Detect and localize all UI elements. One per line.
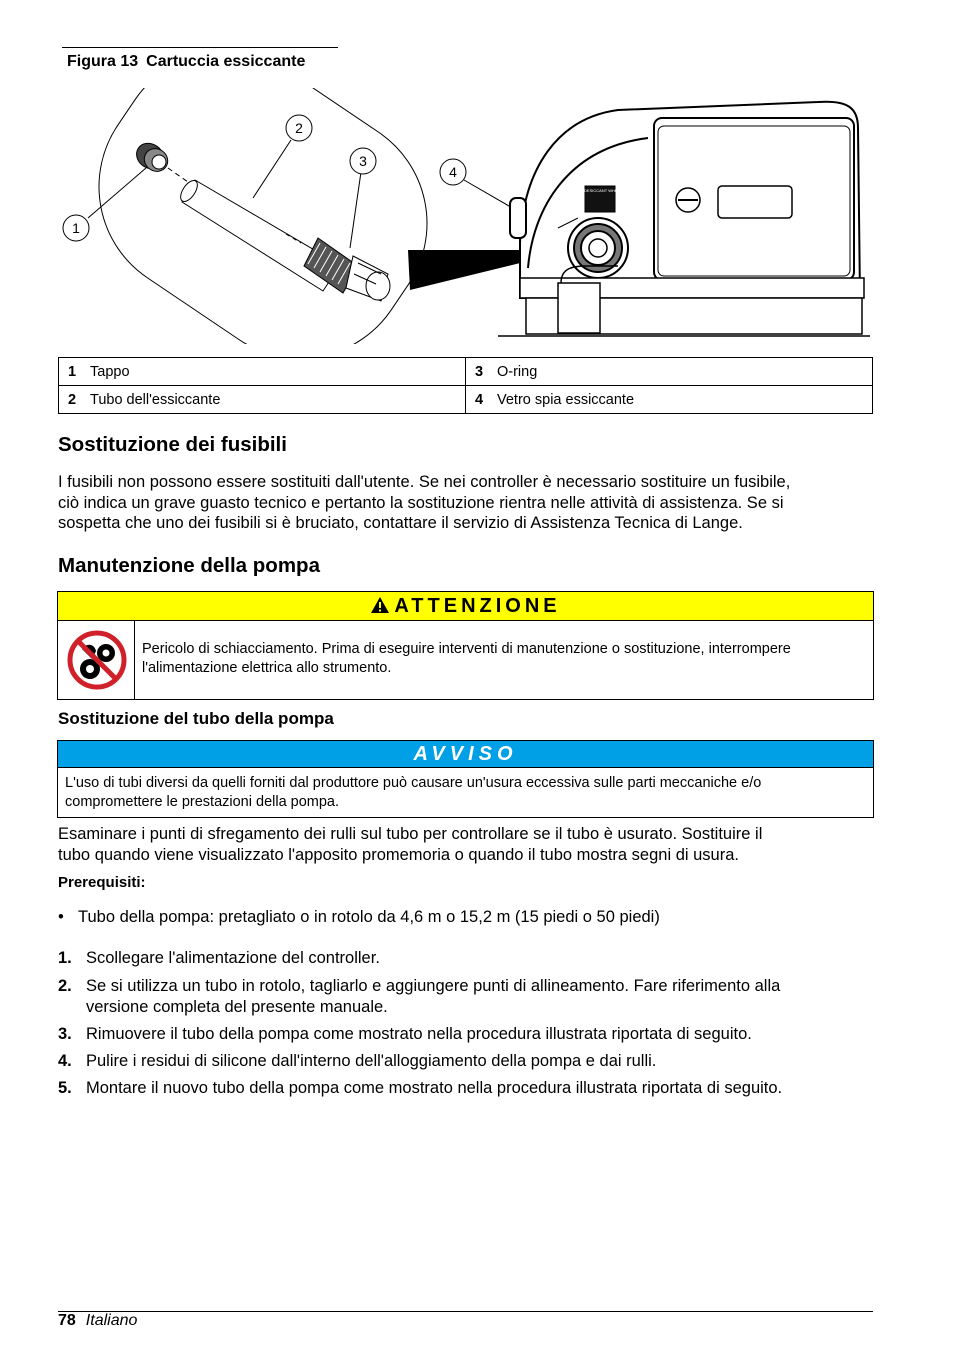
- figure-label: Figura 13: [67, 53, 139, 70]
- legend-num: 2: [68, 391, 77, 408]
- figure-caption-rule: [62, 47, 338, 48]
- zoom-capsule: [58, 88, 470, 344]
- fuses-line: sospetta che uno dei fusibili si è bruciato, contattare il servizio di Assistenza Tecnica di Lange.: [58, 514, 743, 532]
- step-number: 5.: [58, 1079, 72, 1097]
- caution-box: [57, 591, 874, 700]
- legend-row: [59, 386, 873, 414]
- figure-title: Cartuccia essiccante: [146, 53, 306, 70]
- notice-header: AVVISO: [58, 741, 873, 768]
- crush-hazard-icon: [66, 629, 128, 691]
- step-item: [58, 1078, 873, 1099]
- desiccant-cartridge-illustration: [58, 88, 870, 344]
- legend-text: O-ring: [497, 363, 538, 380]
- legend-text: Tubo dell'essiccante: [90, 391, 221, 408]
- legend-cell: [59, 358, 466, 386]
- analyzer-drawing: [498, 102, 870, 336]
- bullet-dot: •: [58, 908, 64, 926]
- tube-intro-paragraph: [58, 824, 873, 865]
- device-warning-label: REPLACE DESICCANT WHEN GREEN: [564, 188, 636, 193]
- fuses-line: ciò indica un grave guasto tecnico e pertanto la sostituzione rientra nelle attività di assistenza. Se si: [58, 493, 784, 512]
- callout-2-label: 2: [295, 120, 303, 136]
- fuses-line: I fusibili non possono essere sostituiti dall'utente. Se nei controller è necessario sostituire un fusibile,: [58, 473, 791, 491]
- step-item: [58, 1051, 873, 1072]
- warning-triangle-icon: [370, 596, 390, 614]
- figure-legend-table: [58, 357, 873, 414]
- caution-icon-cell: [58, 621, 135, 699]
- legend-num: 1: [68, 363, 77, 380]
- legend-text: Vetro spia essiccante: [497, 391, 635, 408]
- caution-label: ATTENZIONE: [394, 595, 561, 617]
- notice-line: L'uso di tubi diversi da quelli forniti dal produttore può causare un'usura eccessiva sulle parti meccaniche e/o: [65, 775, 762, 791]
- step-number: 3.: [58, 1025, 72, 1043]
- caution-text: [142, 640, 867, 678]
- notice-text: [58, 768, 873, 811]
- step-text: Scollegare l'alimentazione del controller.: [86, 949, 380, 967]
- step-text: Montare il nuovo tubo della pompa come mostrato nella procedura illustrata riportata di seguito.: [86, 1079, 783, 1097]
- legend-num: 3: [475, 363, 484, 380]
- notice-line: compromettere le prestazioni della pompa.: [65, 793, 340, 810]
- legend-cell: [466, 358, 873, 386]
- page-footer: [58, 1312, 137, 1330]
- subsection-heading-tube: Sostituzione del tubo della pompa: [58, 709, 334, 728]
- callout-4-label: 4: [449, 164, 457, 180]
- section-heading-pump: Manutenzione della pompa: [58, 554, 320, 577]
- step-text: Pulire i residui di silicone dall'interno dell'alloggiamento della pompa e dai rulli.: [86, 1052, 657, 1070]
- footer-language: Italiano: [85, 1312, 138, 1329]
- intro-line: tubo quando viene visualizzato l'apposito promemoria o quando il tubo mostra segni di usura.: [58, 845, 739, 864]
- step-item: [58, 1024, 873, 1045]
- notice-box: [57, 740, 874, 818]
- step-item: [58, 976, 873, 1017]
- caution-line: Pericolo di schiacciamento. Prima di eseguire interventi di manutenzione o sostituzione, interrompere: [142, 641, 791, 657]
- step-number: 4.: [58, 1052, 72, 1070]
- legend-num: 4: [475, 391, 484, 408]
- page-number: 78: [58, 1312, 76, 1329]
- footer-rule: [58, 1311, 873, 1312]
- prerequisite-item: [58, 908, 660, 927]
- step-item: [58, 948, 873, 969]
- step-number: 1.: [58, 949, 72, 967]
- caution-header: [58, 592, 873, 621]
- figure-caption: [67, 53, 305, 71]
- step-number: 2.: [58, 977, 72, 995]
- intro-line: Esaminare i punti di sfregamento dei rulli sul tubo per controllare se il tubo è usurato. Sostituire il: [58, 825, 763, 843]
- prerequisite-text: Tubo della pompa: pretagliato o in rotolo da 4,6 m o 15,2 m (15 piedi o 50 piedi): [78, 908, 660, 926]
- step-text: versione completa del presente manuale.: [86, 997, 388, 1016]
- callout-3-label: 3: [359, 153, 367, 169]
- legend-cell: [466, 386, 873, 414]
- legend-row: [59, 358, 873, 386]
- legend-cell: [59, 386, 466, 414]
- legend-text: Tappo: [90, 363, 130, 380]
- callout-1-label: 1: [72, 220, 80, 236]
- prerequisites-label: Prerequisiti:: [58, 874, 146, 891]
- step-text: Se si utilizza un tubo in rotolo, tagliarlo e aggiungere punti di allineamento. Fare riferimento alla: [86, 977, 781, 995]
- step-text: Rimuovere il tubo della pompa come mostrato nella procedura illustrata riportata di seguito.: [86, 1025, 752, 1043]
- fuses-paragraph: [58, 472, 873, 534]
- caution-line: l'alimentazione elettrica allo strumento.: [142, 660, 392, 676]
- section-heading-fuses: Sostituzione dei fusibili: [58, 433, 287, 456]
